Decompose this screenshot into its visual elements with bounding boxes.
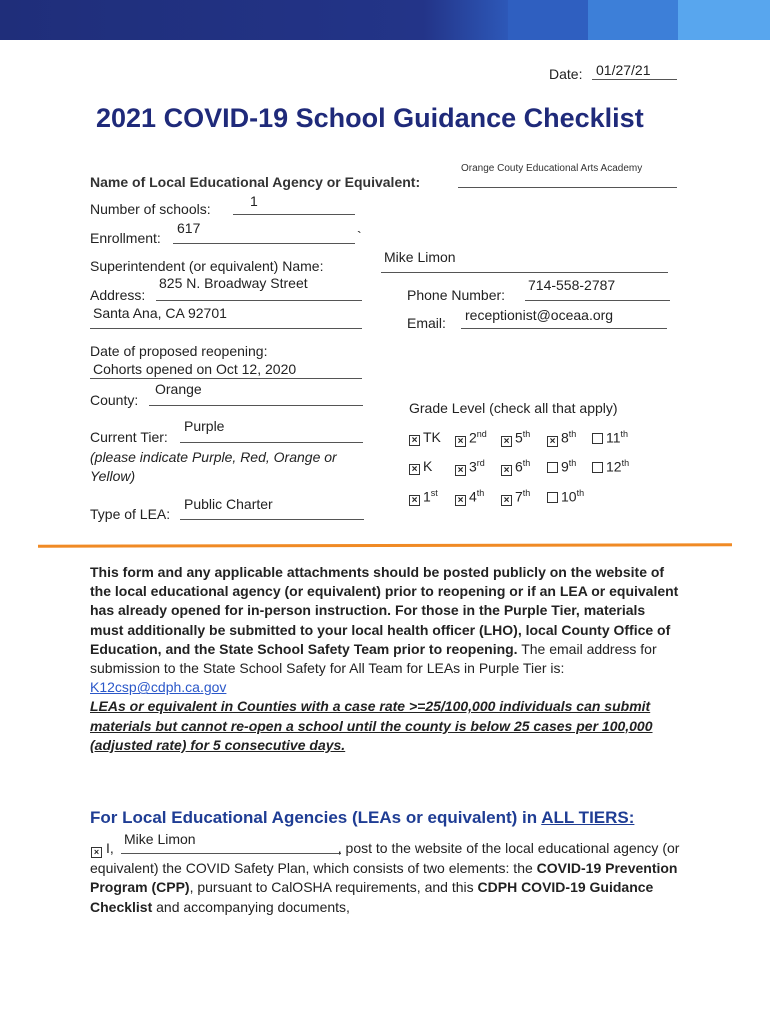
notice-email-text: The email address for submission to the State School Safety for All Team for LEAs in Purple Tier is: [90, 640, 657, 677]
grade-suffix: th [522, 458, 531, 468]
date-value[interactable]: 01/27/21 [596, 62, 651, 78]
phone-value[interactable]: 714-558-2787 [528, 277, 616, 293]
grade-option[interactable] [501, 458, 530, 476]
page-title: 2021 COVID-19 School Guidance Checklist [96, 103, 644, 133]
address-line-1 [156, 300, 362, 301]
phone-label: Phone Number: [407, 287, 506, 303]
section-heading [90, 808, 634, 828]
grade-suffix: th [568, 429, 577, 439]
grade-option[interactable] [501, 429, 530, 447]
case-rate-warning: LEAs or equivalent in Counties with a case rate >=25/100,000 individuals can submit materials but cannot re-open a school until the county is below 25 cases per 100,000 (adjusted rate) for 5 consecutive days. [90, 698, 653, 753]
date-line [592, 79, 677, 80]
grade-checkbox[interactable] [409, 435, 420, 446]
grade-option[interactable] [501, 488, 530, 506]
cpp-label: COVID-19 Prevention Program (CPP) [90, 859, 678, 895]
grade-option[interactable] [409, 429, 441, 446]
schools-label: Number of schools: [90, 201, 211, 217]
grade-checkbox[interactable] [455, 495, 466, 506]
banner-segment [678, 0, 770, 40]
lea-type-label: Type of LEA: [90, 506, 171, 522]
grade-suffix: th [620, 429, 629, 439]
grade-suffix: th [576, 488, 585, 498]
lea-value[interactable]: Orange Couty Educational Arts Academy [461, 163, 643, 174]
grade-option[interactable] [592, 458, 629, 475]
grade-option[interactable] [455, 488, 484, 506]
reopening-line [90, 378, 362, 379]
grade-option[interactable] [455, 458, 485, 476]
section-heading-prefix: For Local Educational Agencies (LEAs or equivalent) in [90, 808, 538, 827]
grade-suffix: rd [476, 458, 485, 468]
grade-label: 5 [515, 429, 523, 446]
phone-line [525, 300, 670, 301]
grade-label: TK [423, 429, 441, 445]
grade-label: 9 [561, 458, 569, 475]
submission-email-link[interactable]: K12csp@cdph.ca.gov [90, 679, 227, 696]
county-line [149, 405, 363, 406]
top-banner [0, 0, 770, 40]
attest-text-c: and accompanying documents, [156, 898, 350, 915]
email-label: Email: [407, 315, 446, 331]
grade-checkbox[interactable] [409, 464, 420, 475]
banner-segment [588, 0, 678, 40]
grade-checkbox[interactable] [501, 495, 512, 506]
county-label: County: [90, 392, 139, 408]
address-label: Address: [90, 287, 146, 303]
grade-option[interactable] [409, 458, 432, 475]
section-divider [38, 543, 732, 547]
grade-option[interactable] [592, 429, 628, 446]
address-line2[interactable]: Santa Ana, CA 92701 [93, 305, 227, 321]
notice-block [90, 563, 680, 755]
signer-name[interactable]: Mike Limon [124, 831, 196, 847]
grade-checkbox[interactable] [409, 495, 420, 506]
address-line-2 [90, 328, 362, 329]
grade-option[interactable] [547, 429, 576, 447]
grade-label: 4 [469, 488, 477, 505]
grade-checkbox[interactable] [592, 433, 603, 444]
tier-label: Current Tier: [90, 429, 168, 445]
grade-suffix: th [522, 488, 531, 498]
grade-suffix: th [522, 429, 531, 439]
grade-checkbox[interactable] [501, 436, 512, 447]
grade-label: 2 [469, 429, 477, 446]
grade-suffix: st [430, 488, 438, 498]
enrollment-line [173, 243, 355, 244]
enrollment-label: Enrollment: [90, 230, 161, 246]
lea-type-line [180, 519, 364, 520]
email-line [461, 328, 667, 329]
grade-label: 1 [423, 488, 431, 505]
grade-label: 3 [469, 458, 477, 475]
section-heading-emph: ALL TIERS: [541, 808, 635, 827]
grade-suffix: nd [476, 429, 487, 439]
cdph-label: CDPH COVID-19 Guidance Checklist [90, 879, 654, 915]
grade-label: K [423, 458, 433, 474]
attest-text-b: , pursuant to CalOSHA requirements, and this [189, 879, 474, 895]
email-value[interactable]: receptionist@oceaa.org [465, 307, 614, 323]
grade-option[interactable] [455, 429, 487, 447]
grade-checkbox[interactable] [501, 465, 512, 476]
grade-label: 11 [606, 429, 621, 446]
grade-suffix: th [621, 458, 630, 468]
superintendent-value[interactable]: Mike Limon [384, 249, 456, 265]
grade-label: 6 [515, 458, 523, 475]
grade-label: 12 [606, 458, 622, 475]
grade-checkbox[interactable] [547, 492, 558, 503]
tier-value[interactable]: Purple [184, 418, 225, 434]
grade-label: 8 [561, 429, 569, 446]
enrollment-tick: ` [357, 228, 362, 244]
county-value[interactable]: Orange [155, 381, 202, 397]
grade-suffix: th [476, 488, 485, 498]
notice-bold: This form and any applicable attachments should be posted publicly on the website of the local educational agency (or equivalent) prior to reopening or if an LEA or equivalent has already opened for in-person instruction. For those in the Purple Tier, materials must additionally be submitted to your local health officer (LHO), local County Office of Education, and the State School Safety Team prior to reopening. [90, 564, 679, 657]
superintendent-line [381, 272, 668, 273]
enrollment-value[interactable]: 617 [177, 220, 201, 236]
lea-line [458, 187, 677, 188]
address-line1[interactable]: 825 N. Broadway Street [159, 275, 308, 291]
tier-note-2: Yellow) [90, 468, 136, 484]
lea-label: Name of Local Educational Agency or Equivalent: [90, 174, 421, 190]
grade-checkbox[interactable] [592, 462, 603, 473]
grade-label: 7 [515, 488, 523, 505]
attest-i-label: I, [106, 840, 114, 856]
grade-checkbox[interactable] [547, 436, 558, 447]
schools-value[interactable]: 1 [250, 193, 258, 209]
reopening-value[interactable]: Cohorts opened on Oct 12, 2020 [93, 361, 297, 377]
grade-checkbox[interactable] [547, 462, 558, 473]
grade-label: 10 [561, 488, 577, 505]
grade-heading: Grade Level (check all that apply) [409, 400, 618, 416]
attest-text [90, 839, 680, 917]
lea-type-value[interactable]: Public Charter [184, 496, 273, 512]
tier-line [180, 442, 363, 443]
grade-option[interactable] [409, 488, 438, 506]
date-label: Date: [549, 66, 583, 82]
tier-note-1: (please indicate Purple, Red, Orange or [90, 449, 337, 465]
grade-checkbox[interactable] [455, 436, 466, 447]
grade-option[interactable] [547, 458, 576, 475]
grade-checkbox[interactable] [455, 465, 466, 476]
superintendent-label: Superintendent (or equivalent) Name: [90, 258, 324, 274]
schools-line [233, 214, 355, 215]
banner-segment [508, 0, 588, 40]
grade-suffix: th [568, 458, 577, 468]
grade-option[interactable] [547, 488, 584, 505]
attest-text-a: , post to the website of the local educational agency (or equivalent) the COVID Safety Plan, which consists of two elements: the [90, 840, 680, 876]
reopening-label: Date of proposed reopening: [90, 343, 268, 359]
